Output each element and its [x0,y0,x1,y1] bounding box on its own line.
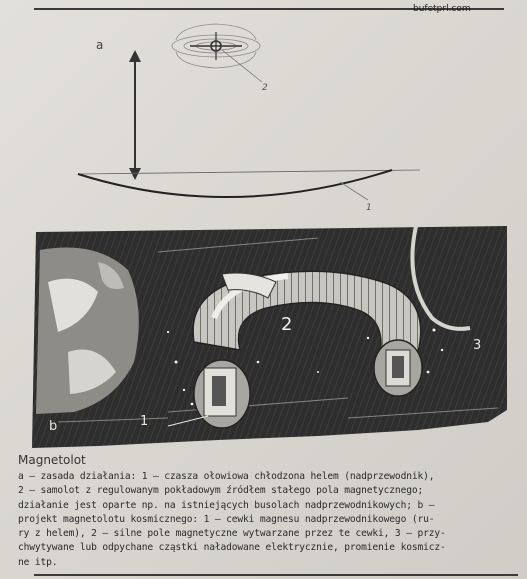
caption-line: działanie jest oparte np. na istniejących busolach nadprzewodnikowych; b — [18,499,435,511]
caption-line: chwytywane lub odpychane cząstki naładowane elektrycznie, promienie kosmicz- [18,542,446,554]
figure-label-a: a [96,38,104,52]
callout-3: 3 [473,338,482,353]
caption-line: ry z helem), 2 — silne pole magnetyczne wytwarzane przez te cewki, 3 — przy- [18,528,446,540]
figure-caption [18,453,512,570]
figure-a [0,10,527,220]
figure-a-drawing [0,10,527,220]
caption-line: ne itp. [18,556,58,568]
figure-b [18,222,507,450]
caption-line: projekt magnetolotu kosmicznego: 1 — cewki magnesu nadprzewodnikowego (ru- [18,513,435,525]
caption-title: Magnetolot [18,453,86,467]
figure-label-b: b [49,419,58,434]
callout-1: 1 [140,414,149,429]
caption-line: 2 — samolot z regulowanym pokładowym źródłem stałego pola magnetycznego; [18,485,424,497]
callout-2: 2 [281,314,293,335]
number-2: 2 [262,83,268,93]
watermark: bufetprl.com [413,4,471,14]
lead-bowl [78,170,420,213]
figure-b-drawing [18,222,507,450]
number-1: 1 [366,203,372,213]
bottom-rule [34,574,518,576]
coil-right [374,340,422,396]
caption-line: a — zasada działania: 1 — czasza ołowiowa chłodzona helem (nadprzewodnik), [18,471,435,482]
distance-arrow [129,50,141,180]
